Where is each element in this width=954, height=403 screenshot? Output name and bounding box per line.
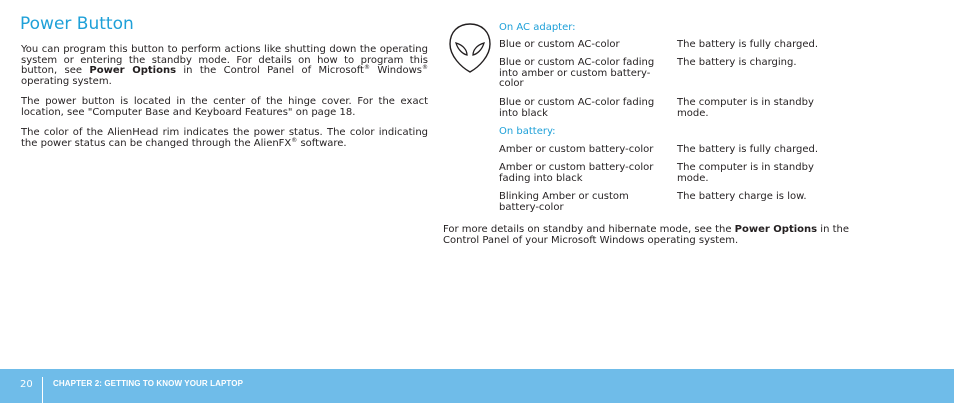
ac-light-1: Blue or custom AC-color [499, 39, 620, 50]
body-text [21, 45, 428, 159]
text-run: Windows [369, 65, 422, 76]
paragraph-location: The power button is located in the center of the hinge cover. For the exact location, see "Computer Base and Keyboard Features" on page 18. [21, 96, 428, 118]
ac-light-2: Blue or custom AC-color fading into amber or custom battery-color [499, 57, 655, 89]
ac-light-3: Blue or custom AC-color fading into black [499, 97, 655, 119]
registered-mark: ® [421, 64, 428, 71]
text-run: in the Control Panel of your Microsoft Windows operating system. [443, 224, 850, 246]
battery-status-1: The battery is fully charged. [677, 144, 819, 155]
page-footer [0, 369, 954, 403]
registered-mark: ® [291, 136, 298, 144]
text-run: operating system. [21, 75, 112, 87]
battery-light-2: Amber or custom battery-color fading into black [499, 162, 654, 184]
paragraph-power-options [21, 45, 428, 87]
chapter-label: CHAPTER 2: GETTING TO KNOW YOUR LAPTOP [53, 379, 244, 388]
power-options-term: Power Options [734, 224, 818, 235]
footer-divider [42, 377, 43, 403]
page-title: Power Button [20, 14, 134, 34]
battery-heading: On battery: [499, 126, 556, 137]
text-run: in the Control Panel of Microsoft [176, 65, 364, 76]
ac-adapter-heading: On AC adapter: [499, 22, 576, 33]
text-run: The color of the AlienHead rim indicates the power status. The color indicating the power status can be changed through the AlienFX [21, 127, 428, 149]
power-options-term: Power Options [89, 65, 177, 76]
alienhead-icon [449, 23, 491, 73]
text-run: software. [297, 137, 347, 149]
standby-note [443, 225, 863, 246]
battery-status-3: The battery charge is low. [677, 191, 807, 202]
text-run: You can program this button to perform actions like shutting down the operating system or entering the standby mode. For details on how to program this button, see [21, 44, 428, 76]
paragraph-alienhead-color [21, 128, 428, 149]
page-number: 20 [20, 379, 33, 390]
text-run: For more details on standby and hibernate mode, see the [443, 224, 735, 235]
battery-light-1: Amber or custom battery-color [499, 144, 654, 155]
ac-status-1: The battery is fully charged. [677, 39, 819, 50]
registered-mark: ® [363, 64, 370, 71]
battery-status-2: The computer is in standby mode. [677, 162, 814, 184]
ac-status-2: The battery is charging. [677, 57, 797, 68]
battery-light-3: Blinking Amber or custom battery-color [499, 191, 629, 213]
ac-status-3: The computer is in standby mode. [677, 97, 814, 119]
